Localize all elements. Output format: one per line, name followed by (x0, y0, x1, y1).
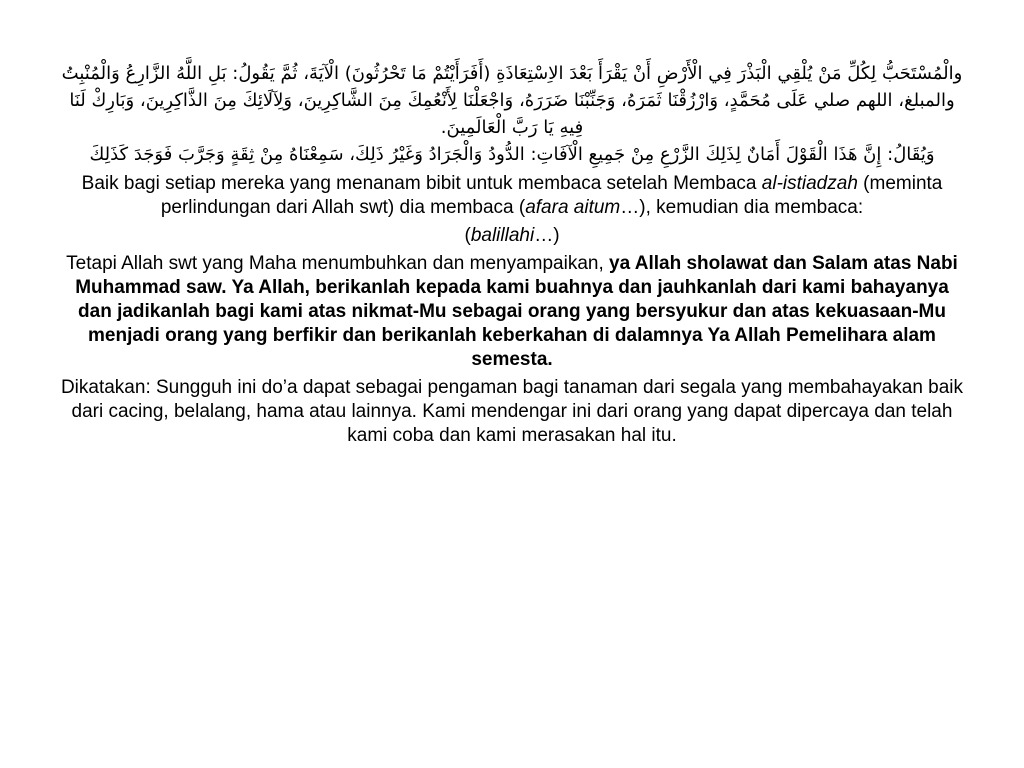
para1-italic-b: afara aitum (525, 197, 621, 218)
arabic-paragraph-2: وَيُقَالُ: إِنَّ هَذَا الْقَوْلَ أَمَانٌ لِذَلِكَ الزَّرْعِ مِنْ جَمِيعِ الْآفَاتِ: الدُّودُ وَالْجَرَادُ وَغَيْرُ ذَلِكَ، سَمِعْنَاهُ مِنْ ثِقَةٍ وَجَرَّبَ فَوَجَدَ كَذَلِكَ (89, 144, 935, 165)
para3-normal: Tetapi Allah swt yang Maha menumbuhkan dan menyampaikan, (66, 253, 610, 274)
translation-paragraph-2 (60, 224, 964, 248)
para3-bold: ya Allah sholawat dan Salam atas Nabi Muhammad saw. Ya Allah, berikanlah kepada kami buahnya dan jauhkanlah dari kami bahayanya dan jadikanlah bagi kami atas nikmat-Mu sebagai orang yang bersyukur dan atas kekuasaan-Mu menjadi orang yang berfikir dan berikanlah keberkahan di dalamnya Ya Allah Pemelihara alam semesta. (75, 253, 958, 370)
para1-text-c: …), kemudian dia membaca: (620, 197, 864, 218)
para1-text-b: (meminta perlindungan dari Allah swt) dia membaca ( (160, 173, 943, 218)
para2-open: ( (464, 225, 471, 246)
para1-italic-a: al-istiadzah (761, 173, 858, 194)
translation-paragraph-1 (60, 172, 964, 220)
arabic-paragraph-1: والْمُسْتَحَبُّ لِكُلِّ مَنْ يُلْقِي الْبَذْرَ فِي الْأَرْضِ أَنْ يَقْرَأَ بَعْدَ الاِسْتِعَاذَةِ (أَفَرَأَيْتُمْ مَا تَحْرُثُونَ) الْآيَةَ، ثُمَّ يَقُولُ: بَلِ اللَّهُ الزَّارِعُ وَالْمُنْبِتُ والمبلغ، اللهم صلي عَلَى مُحَمَّدٍ، وَارْزُقْنَا ثَمَرَهُ، وَجَنِّبْنَا ضَرَرَهُ، وَاجْعَلْنَا لِأَنْعُمِكَ مِنَ الشَّاكِرِينَ، وَلِآلَائِكَ مِنَ الذَّاكِرِينَ، وَبَارِكْ لَنَا فِيهِ يَا رَبَّ الْعَالَمِينَ. (61, 63, 963, 138)
para1-text-a: Baik bagi setiap mereka yang menanam bibit untuk membaca setelah Membaca (81, 173, 762, 194)
translation-paragraph-3 (60, 252, 964, 372)
para2-close: …) (534, 225, 560, 246)
slide-content (60, 60, 964, 448)
translation-paragraph-4: Dikatakan: Sungguh ini do’a dapat sebagai pengaman bagi tanaman dari segala yang membahayakan baik dari cacing, belalang, hama atau lainnya. Kami mendengar ini dari orang yang dapat dipercaya dan telah kami coba dan kami merasakan hal itu. (60, 377, 964, 446)
para2-italic: balillahi (470, 225, 535, 246)
